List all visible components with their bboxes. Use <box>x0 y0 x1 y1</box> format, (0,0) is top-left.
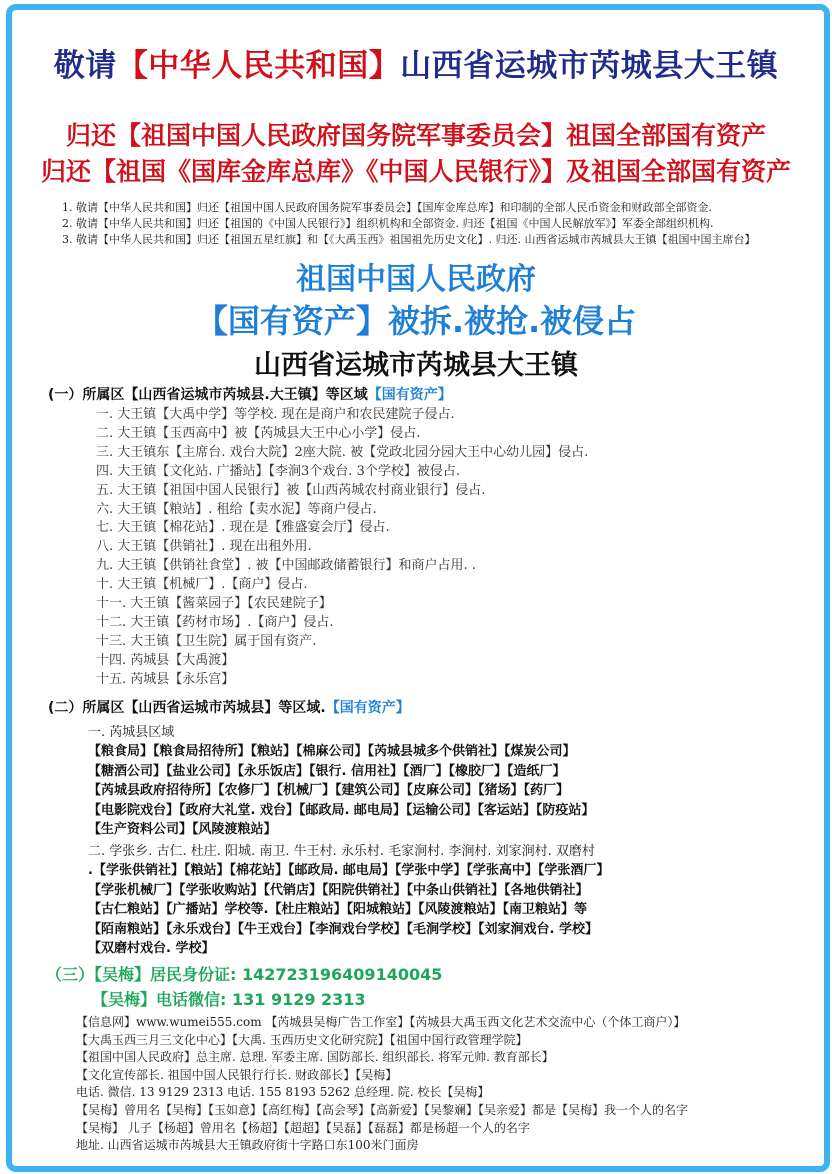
headline-suffix: 山西省运城市芮城县大王镇 <box>400 48 779 84</box>
list-item: 四. 大王镇【文化站. 广播站】【李涧3个戏台. 3个学校】被侵占. <box>96 463 460 479</box>
footer-line: 【祖国中国人民政府】总主席. 总理. 军委主席. 国防部长. 组织部长. 将军元帅. 教育部长】 <box>76 1050 554 1065</box>
subheadline-line: 归还【祖国《国库金库总库》《中国人民银行》】及祖国全部国有资产 <box>40 157 791 186</box>
list-item: 【粮食局】【粮食局招待所】【粮站】【棉麻公司】【芮城县城多个供销社】【煤炭公司】 <box>88 744 576 759</box>
list-item: 十四. 芮城县【大禹渡】 <box>96 652 235 668</box>
list-item: 五. 大王镇【祖国中国人民银行】被【山西芮城农村商业银行】侵占. <box>96 482 486 498</box>
list-item: 【芮城县政府招待所】【农修厂】【机械厂】【建筑公司】【皮麻公司】【猪场】【药厂】 <box>88 783 570 798</box>
list-item: 【糖酒公司】【盐业公司】【永乐饭店】【银行. 信用社】【酒厂】【橡胶厂】【造纸厂】 <box>88 763 566 779</box>
section1-badge: 【国有资产】 <box>367 387 452 403</box>
subheadline <box>0 118 832 190</box>
headline <box>0 40 832 85</box>
list-item: 十三. 大王镇【卫生院】属于国有资产. <box>96 633 317 649</box>
section1-list <box>96 406 588 690</box>
id-card-line: （三）【吴梅】居民身份证: 142723196409140045 <box>46 965 443 984</box>
list-item: 三. 大王镇东【主席台. 戏台大院】2座大院. 被【党政北园分园大王中心幼儿园】侵占. <box>96 444 589 460</box>
subheadline-line: 归还【祖国中国人民政府国务院军事委员会】祖国全部国有资产 <box>65 121 766 150</box>
headline-highlight: 【中华人民共和国】 <box>116 48 401 84</box>
phone-line: 【吴梅】电话微信: 131 9129 2313 <box>92 990 366 1009</box>
headline-prefix: 敬请 <box>53 48 117 84</box>
list-item: 十. 大王镇【机械厂】.【商户】侵占. <box>96 577 308 593</box>
list-item: 【陌南粮站】【永乐戏台】【牛王戏台】【李涧戏台学校】【毛涧学校】【刘家涧戏台. 学校】 <box>88 921 598 937</box>
section2-heading-text: (二）所属区【山西省运城市芮城县】等区域. <box>48 700 326 716</box>
section2-heading <box>48 697 410 717</box>
list-item: 二. 大王镇【玉西高中】被【芮城县大王中心小学】侵占. <box>96 425 421 441</box>
footer-line: 【吴梅】 儿子【杨超】曾用名【杨超】【超超】【吴磊】【磊磊】都是杨超一个人的名字 <box>76 1120 530 1135</box>
footer-line: 【信息网】www.wumei555.com 【芮城县吴梅广告工作室】【芮城县大禹玉西文化艺术交流中心（个体工商户）】 <box>76 1015 686 1029</box>
footer-line: 【大禹玉西三月三文化中心】【大禹. 玉西历史文化研究院】【祖国中国行政管理学院】 <box>76 1032 528 1047</box>
note-line: 3. 敬请【中华人民共和国】归还【祖国五星红旗】和【《大禹玉西》祖国祖先历史文化】. 归还. 山西省运城市芮城县大王镇【祖国中国主席台】 <box>62 233 756 246</box>
list-item: 【学张机械厂】【学张收购站】【代销店】【阳院供销社】【中条山供销社】【各地供销社】 <box>88 882 589 898</box>
list-item: 一. 大王镇【大禹中学】等学校. 现在是商户和农民建院子侵占. <box>96 407 455 422</box>
banner-line-1: 祖国中国人民政府 <box>296 262 536 297</box>
footer-line: 地址. 山西省运城市芮城县大王镇政府街十字路口东100米门面房 <box>76 1138 419 1153</box>
section2-sub1-title: 一. 芮城县区域 <box>88 725 175 740</box>
note-line: 2. 敬请【中华人民共和国】归还【祖国的《中国人民银行》】组织机构和全部资金. 归还【祖国《中国人民解放军》】军委全部组织机构. <box>62 217 714 230</box>
list-item: 六. 大王镇【粮站】. 租给【卖水泥】等商户侵占. <box>96 501 377 517</box>
list-item: 【古仁粮站】【广播站】学校等.【杜庄粮站】【阳城粮站】【风陵渡粮站】【南卫粮站】等 <box>88 902 587 917</box>
section2-sub1-list <box>88 742 594 840</box>
list-item: .【学张供销社】【粮站】【棉花站】【邮政局. 邮电局】【学张中学】【学张高中】【学张酒厂】 <box>88 863 610 878</box>
section2-sub2-list <box>88 861 609 959</box>
section1-heading-text: (一）所属区【山西省运城市芮城县.大王镇】等区域 <box>48 387 368 403</box>
banner-line-2: 【国有资产】被拆.被抢.被侵占 <box>195 302 637 340</box>
footer-line: 【吴梅】曾用名【吴梅】【玉如意】【高红梅】【高会琴】【高新爱】【吴黎斓】【吴亲爱】都是【吴梅】我一个人的名字 <box>76 1102 689 1117</box>
footer-line: 电话. 微信. 13 9129 2313 电话. 155 8193 5262 总经理. 院. 校长【吴梅】 <box>76 1085 490 1100</box>
numbered-notes <box>62 200 755 248</box>
list-item: 【生产资料公司】【风陵渡粮站】 <box>88 822 277 837</box>
footer-info <box>76 1014 688 1155</box>
note-line: 1. 敬请【中华人民共和国】归还【祖国中国人民政府国务院军事委员会】【国库金库总库】和印制的全部人民币资金和财政部全部资金. <box>62 201 712 214</box>
list-item: 【双磨村戏台. 学校】 <box>88 941 215 956</box>
section1-heading <box>48 384 452 404</box>
section2-sub2-title: 二. 学张乡. 古仁. 杜庄. 阳城. 南卫. 牛王村. 永乐村. 毛家涧村. 李涧村. 刘家涧村. 双磨村 <box>88 844 595 859</box>
list-item: 七. 大王镇【棉花站】. 现在是【雅盛宴会厅】侵占. <box>96 520 390 536</box>
list-item: 【电影院戏台】【政府大礼堂. 戏台】【邮政局. 邮电局】【运输公司】【客运站】【防疫站】 <box>88 802 595 818</box>
list-item: 十一. 大王镇【酱菜园子】【农民建院子】 <box>96 596 332 612</box>
section2-badge: 【国有资产】 <box>325 700 410 716</box>
list-item: 九. 大王镇【供销社食堂】. 被【中国邮政储蓄银行】和商户占用. . <box>96 558 476 574</box>
list-item: 八. 大王镇【供销社】. 现在出租外用. <box>96 539 312 555</box>
footer-line: 【文化宣传部长. 祖国中国人民银行行长. 财政部长】【吴梅】 <box>76 1067 398 1082</box>
banner-line-3: 山西省运城市芮城县大王镇 <box>254 350 578 381</box>
list-item: 十二. 大王镇【药材市场】.【商户】侵占. <box>96 614 334 630</box>
list-item: 十五. 芮城县【永乐宫】 <box>96 671 235 687</box>
